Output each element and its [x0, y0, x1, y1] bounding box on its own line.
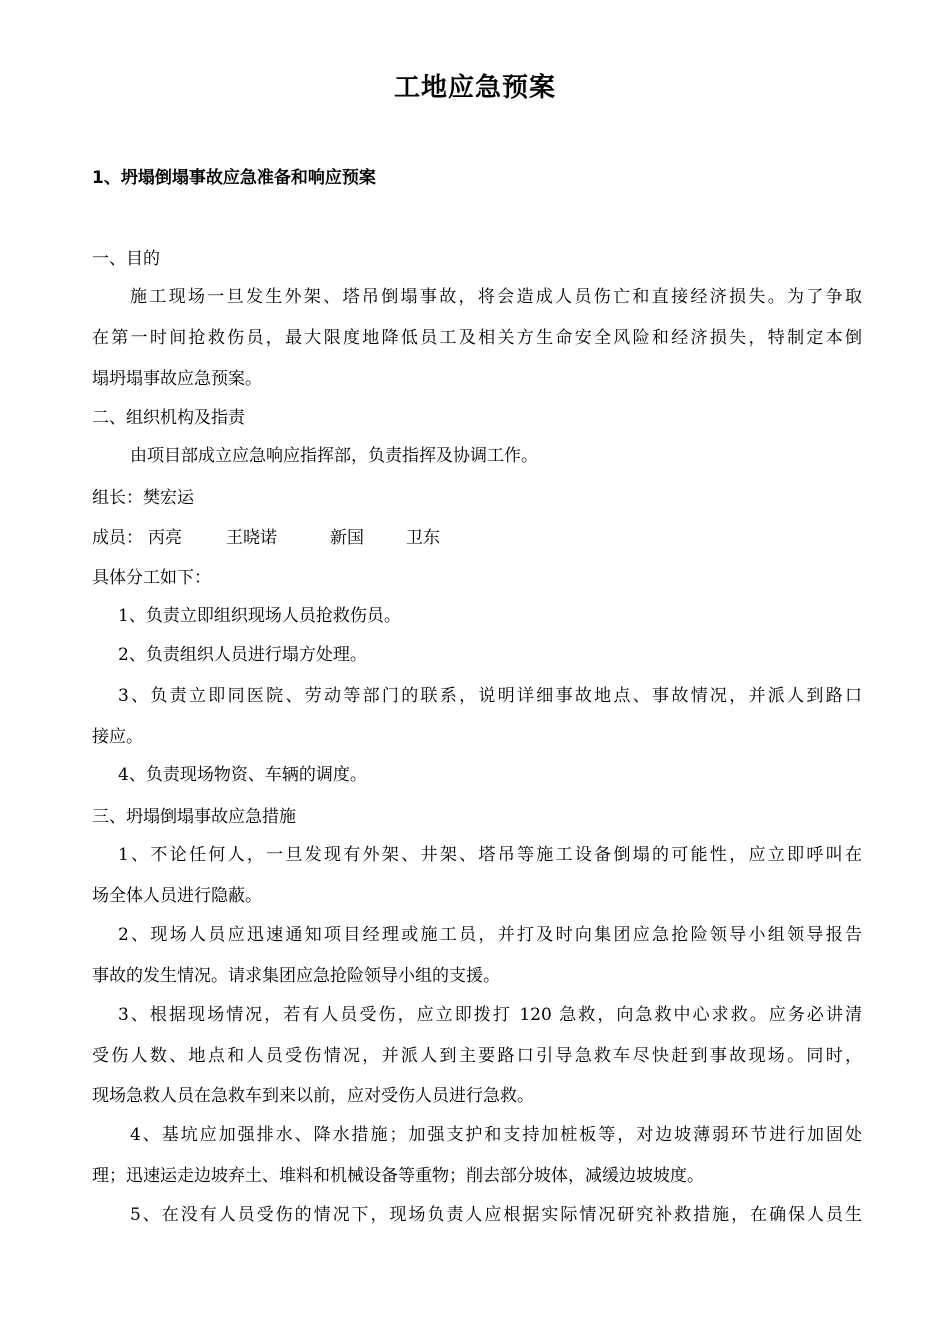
- measure-3-line-1: 3、根据现场情况，若有人员受伤，应立即拨打 120 急救，向急救中心求救。应务必讲清: [118, 1005, 862, 1025]
- division-item-4: 4、负责现场物资、车辆的调度。: [118, 765, 367, 785]
- leader-line: 组长：樊宏运: [92, 488, 194, 508]
- members-label: 成员：: [92, 528, 143, 548]
- page-title: 工地应急预案: [393, 73, 556, 103]
- purpose-line-1: 施工现场一旦发生外架、塔吊倒塌事故，将会造成人员伤亡和直接经济损失。为了争取: [130, 287, 862, 307]
- measure-3-line-2: 受伤人数、地点和人员受伤情况，并派人到主要路口引导急救车尽快赶到事故现场。同时，: [92, 1046, 862, 1066]
- measure-1-line-2: 场全体人员进行隐蔽。: [92, 886, 262, 906]
- measure-2-line-2: 事故的发生情况。请求集团应急抢险领导小组的支援。: [92, 966, 500, 986]
- members-line: [92, 525, 862, 551]
- heading-organization: 二、组织机构及指责: [92, 408, 245, 428]
- member-name: 丙亮: [148, 528, 182, 548]
- measure-4-line-2: 理；迅速运走边坡弃土、堆料和机械设备等重物；削去部分坡体，减缓边坡坡度。: [92, 1166, 704, 1186]
- organization-line-1: 由项目部成立应急响应指挥部，负责指挥及协调工作。: [130, 446, 538, 466]
- section-heading: 1、坍塌倒塌事故应急准备和响应预案: [92, 168, 376, 188]
- measure-1-line-1: 1、不论任何人，一旦发现有外架、井架、塔吊等施工设备倒塌的可能性，应立即呼叫在: [118, 845, 862, 865]
- division-item-2: 2、负责组织人员进行塌方处理。: [118, 645, 367, 665]
- heading-purpose: 一、目的: [92, 249, 160, 269]
- division-item-3-line-2: 接应。: [92, 727, 143, 747]
- measure-3-line-3: 现场急救人员在急救车到来以前，应对受伤人员进行急救。: [92, 1086, 534, 1106]
- division-item-1: 1、负责立即组织现场人员抢救伤员。: [118, 606, 401, 626]
- measure-4-line-1: 4、基坑应加强排水、降水措施；加强支护和支持加桩板等，对边坡薄弱环节进行加固处: [130, 1125, 862, 1145]
- purpose-line-2: 在第一时间抢救伤员，最大限度地降低员工及相关方生命安全风险和经济损失，特制定本倒: [92, 328, 862, 348]
- measure-5-line-1: 5、在没有人员受伤的情况下，现场负责人应根据实际情况研究补救措施，在确保人员生: [130, 1205, 862, 1225]
- purpose-line-3: 塌坍塌事故应急预案。: [92, 369, 262, 389]
- heading-measures: 三、坍塌倒塌事故应急措施: [92, 807, 296, 827]
- member-name: 王晓诺: [226, 528, 277, 548]
- division-intro: 具体分工如下：: [92, 568, 211, 588]
- member-name: 卫东: [406, 528, 440, 548]
- member-name: 新国: [330, 528, 364, 548]
- division-item-3-line-1: 3、负责立即同医院、劳动等部门的联系，说明详细事故地点、事故情况，并派人到路口: [118, 686, 862, 706]
- measure-2-line-1: 2、现场人员应迅速通知项目经理或施工员，并打及时向集团应急抢险领导小组领导报告: [118, 925, 862, 945]
